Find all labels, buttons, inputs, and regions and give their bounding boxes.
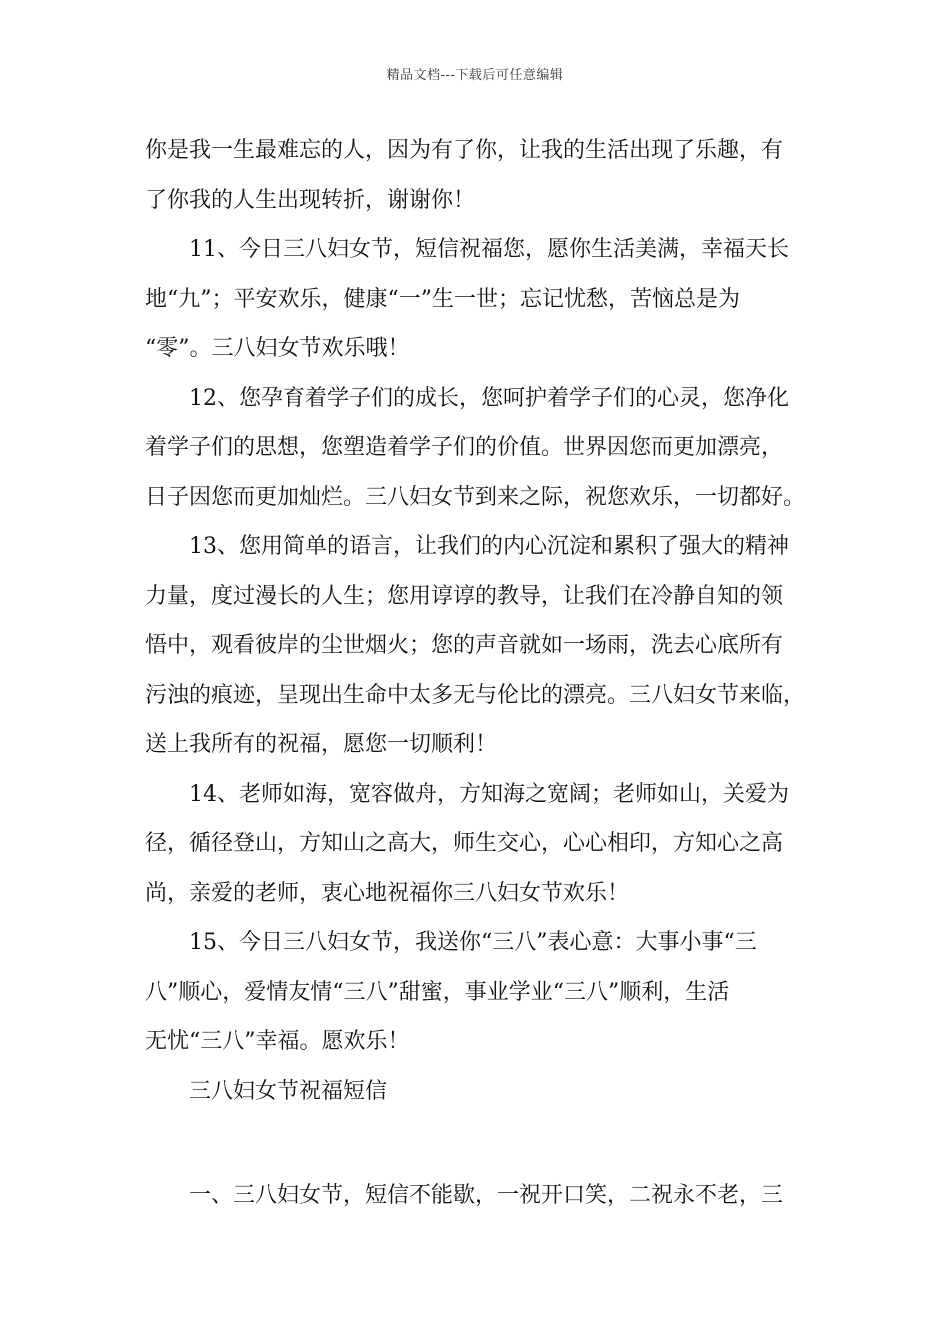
blank-space (145, 1116, 825, 1171)
paragraph-11 (145, 225, 825, 374)
document-body (145, 126, 825, 1221)
text-line: 11、今日三八妇女节，短信祝福您，愿你生活美满，幸福天长 (189, 237, 789, 262)
text-line: 力量，度过漫长的人生；您用谆谆的教导，让我们在冷静自知的领 (145, 583, 784, 609)
text-line: 污浊的痕迹，呈现出生命中太多无与伦比的漂亮。三八妇女节来临， (145, 682, 806, 708)
text-line: “零”。三八妇女节欢乐哦！ (145, 336, 410, 361)
section-heading: 三八妇女节祝福短信 (189, 1078, 388, 1104)
text-line: 送上我所有的祝福，愿您一切顺利！ (145, 732, 498, 757)
paragraph-13 (145, 522, 825, 770)
text-line: 13、您用简单的语言，让我们的内心沉淀和累积了强大的精神 (189, 534, 789, 559)
paragraph-12 (145, 374, 825, 523)
paragraph-15 (145, 918, 825, 1067)
text-line: 悟中，观看彼岸的尘世烟火；您的声音就如一场雨，洗去心底所有 (145, 633, 784, 658)
text-line: 尚，亲爱的老师，衷心地祝福你三八妇女节欢乐！ (145, 880, 630, 906)
paragraph-14 (145, 770, 825, 919)
text-line: 15、今日三八妇女节，我送你“三八”表心意：大事小事“三 (189, 930, 757, 955)
page-header: 精品文档---下载后可任意编辑 (386, 68, 564, 83)
paragraph-intro (145, 126, 825, 225)
text-line: 日子因您而更加灿烂。三八妇女节到来之际，祝您欢乐，一切都好。 (145, 484, 806, 510)
text-line: 八”顺心，爱情友情“三八”甜蜜，事业学业“三八”顺利，生活 (145, 979, 730, 1005)
text-line: 径，循径登山，方知山之高大，师生交心，心心相印，方知心之高 (145, 831, 784, 856)
text-line: 14、老师如海，宽容做舟，方知海之宽阔；老师如山，关爱为 (189, 781, 789, 807)
text-line: 了你我的人生出现转折，谢谢你！ (145, 187, 476, 213)
text-line: 一、三八妇女节，短信不能歇，一祝开口笑，二祝永不老，三 (189, 1183, 784, 1208)
text-line: 地“九”；平安欢乐，健康“一”生一世；忘记忧愁，苦恼总是为 (145, 286, 740, 312)
paragraph-one (145, 1171, 825, 1221)
text-line: 无忧“三八”幸福。愿欢乐！ (145, 1029, 410, 1054)
text-line: 你是我一生最难忘的人，因为有了你，让我的生活出现了乐趣，有 (145, 138, 784, 163)
text-line: 着学子们的思想，您塑造着学子们的价值。世界因您而更加漂亮， (145, 435, 784, 460)
text-line: 12、您孕育着学子们的成长，您呵护着学子们的心灵，您净化 (189, 385, 789, 411)
